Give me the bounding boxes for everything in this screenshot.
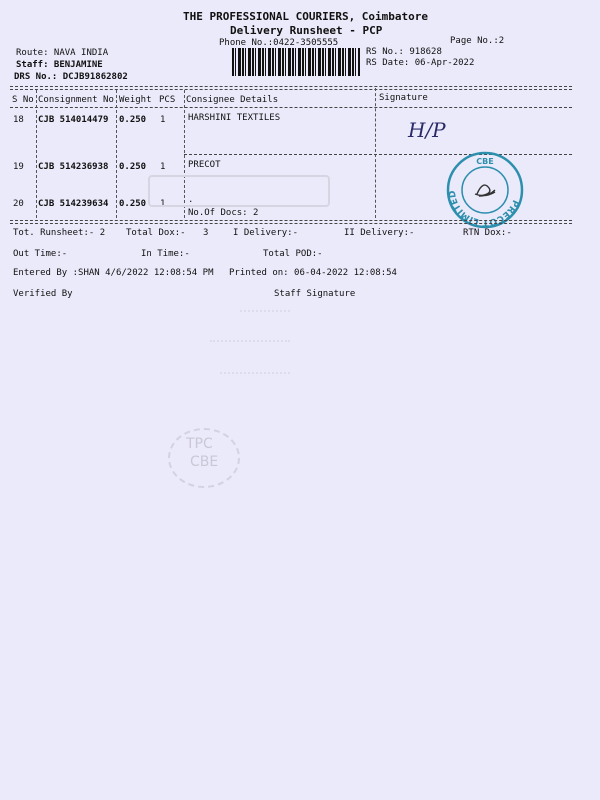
row-consignment: CJB 514236938 [38, 162, 109, 172]
row-weight: 0.250 [119, 162, 147, 172]
header-divider-bottom [10, 107, 572, 108]
faint-stamp-text-1: TPC [186, 436, 213, 452]
row-consignment: CJB 514239634 [38, 199, 109, 209]
header-divider-top [10, 86, 572, 87]
total-dox-label: Total Dox:- [126, 228, 186, 238]
col-weight-header: Weight [119, 95, 152, 105]
row-sno: 18 [13, 115, 24, 125]
entered-by: Entered By :SHAN 4/6/2022 12:08:54 PM [13, 268, 214, 278]
company-stamp [445, 150, 525, 230]
i-delivery: I Delivery:- [233, 228, 299, 238]
total-dox-value: 3 [203, 228, 209, 238]
rs-date: RS Date: 06-Apr-2022 [366, 58, 475, 68]
rtn-dox: RTN Dox:- [463, 228, 512, 238]
stamp-ring-text: PRECOT LIMITED [447, 189, 521, 228]
row-consignee: PRECOT [188, 160, 221, 170]
col-line [375, 88, 376, 218]
no-of-docs: No.Of Docs: 2 [188, 208, 259, 218]
col-signature-header: Signature [379, 93, 428, 103]
rs-number: RS No.: 918628 [366, 47, 442, 57]
staff-signature: Staff Signature [274, 289, 356, 299]
row-consignee: HARSHINI TEXTILES [188, 113, 281, 123]
ii-delivery: II Delivery:- [344, 228, 415, 238]
faint-stamp-box [148, 175, 330, 207]
faint-stamp-text-2: CBE [190, 454, 219, 470]
row-pcs: 1 [160, 115, 166, 125]
col-pcs-header: PCS [159, 95, 176, 105]
verified-by: Verified By [13, 289, 73, 299]
total-pod: Total POD:- [263, 249, 323, 259]
barcode [232, 48, 360, 76]
row-pcs: 1 [160, 199, 166, 209]
total-runsheet: Tot. Runsheet:- 2 [13, 228, 106, 238]
bleed-through-marks [200, 300, 300, 390]
phone-number: Phone No.:0422-3505555 [219, 38, 339, 48]
row-sno: 20 [13, 199, 24, 209]
col-line [116, 90, 117, 218]
runsheet-title: Delivery Runsheet - PCP [230, 24, 383, 37]
staff: Staff: BENJAMINE [16, 60, 103, 70]
drs-number: DRS No.: DCJB91862802 [14, 72, 128, 82]
summary-divider2 [10, 223, 572, 224]
row-sno: 19 [13, 162, 24, 172]
col-line [36, 90, 37, 218]
col-sno-header: S No [12, 95, 34, 105]
header-divider-top2 [10, 89, 572, 90]
col-consignee-header: Consignee Details [186, 95, 279, 105]
row-weight: 0.250 [119, 199, 147, 209]
row-pcs: 1 [160, 162, 166, 172]
route: Route: NAVA INDIA [16, 48, 109, 58]
row-consignee: . [188, 195, 194, 205]
out-time: Out Time:- [13, 249, 68, 259]
row-consignment: CJB 514014479 [38, 115, 109, 125]
summary-divider [10, 220, 572, 221]
printed-on: Printed on: 06-04-2022 12:08:54 [229, 268, 397, 278]
in-time: In Time:- [141, 249, 190, 259]
row-weight: 0.250 [119, 115, 147, 125]
company-name: THE PROFESSIONAL COURIERS, Coimbatore [183, 10, 429, 23]
handwritten-signature: H/P [408, 118, 446, 142]
page-number: Page No.:2 [450, 36, 505, 46]
col-consignment-header: Consignment No [38, 95, 114, 105]
stamp-top-text: CBE [476, 157, 494, 166]
